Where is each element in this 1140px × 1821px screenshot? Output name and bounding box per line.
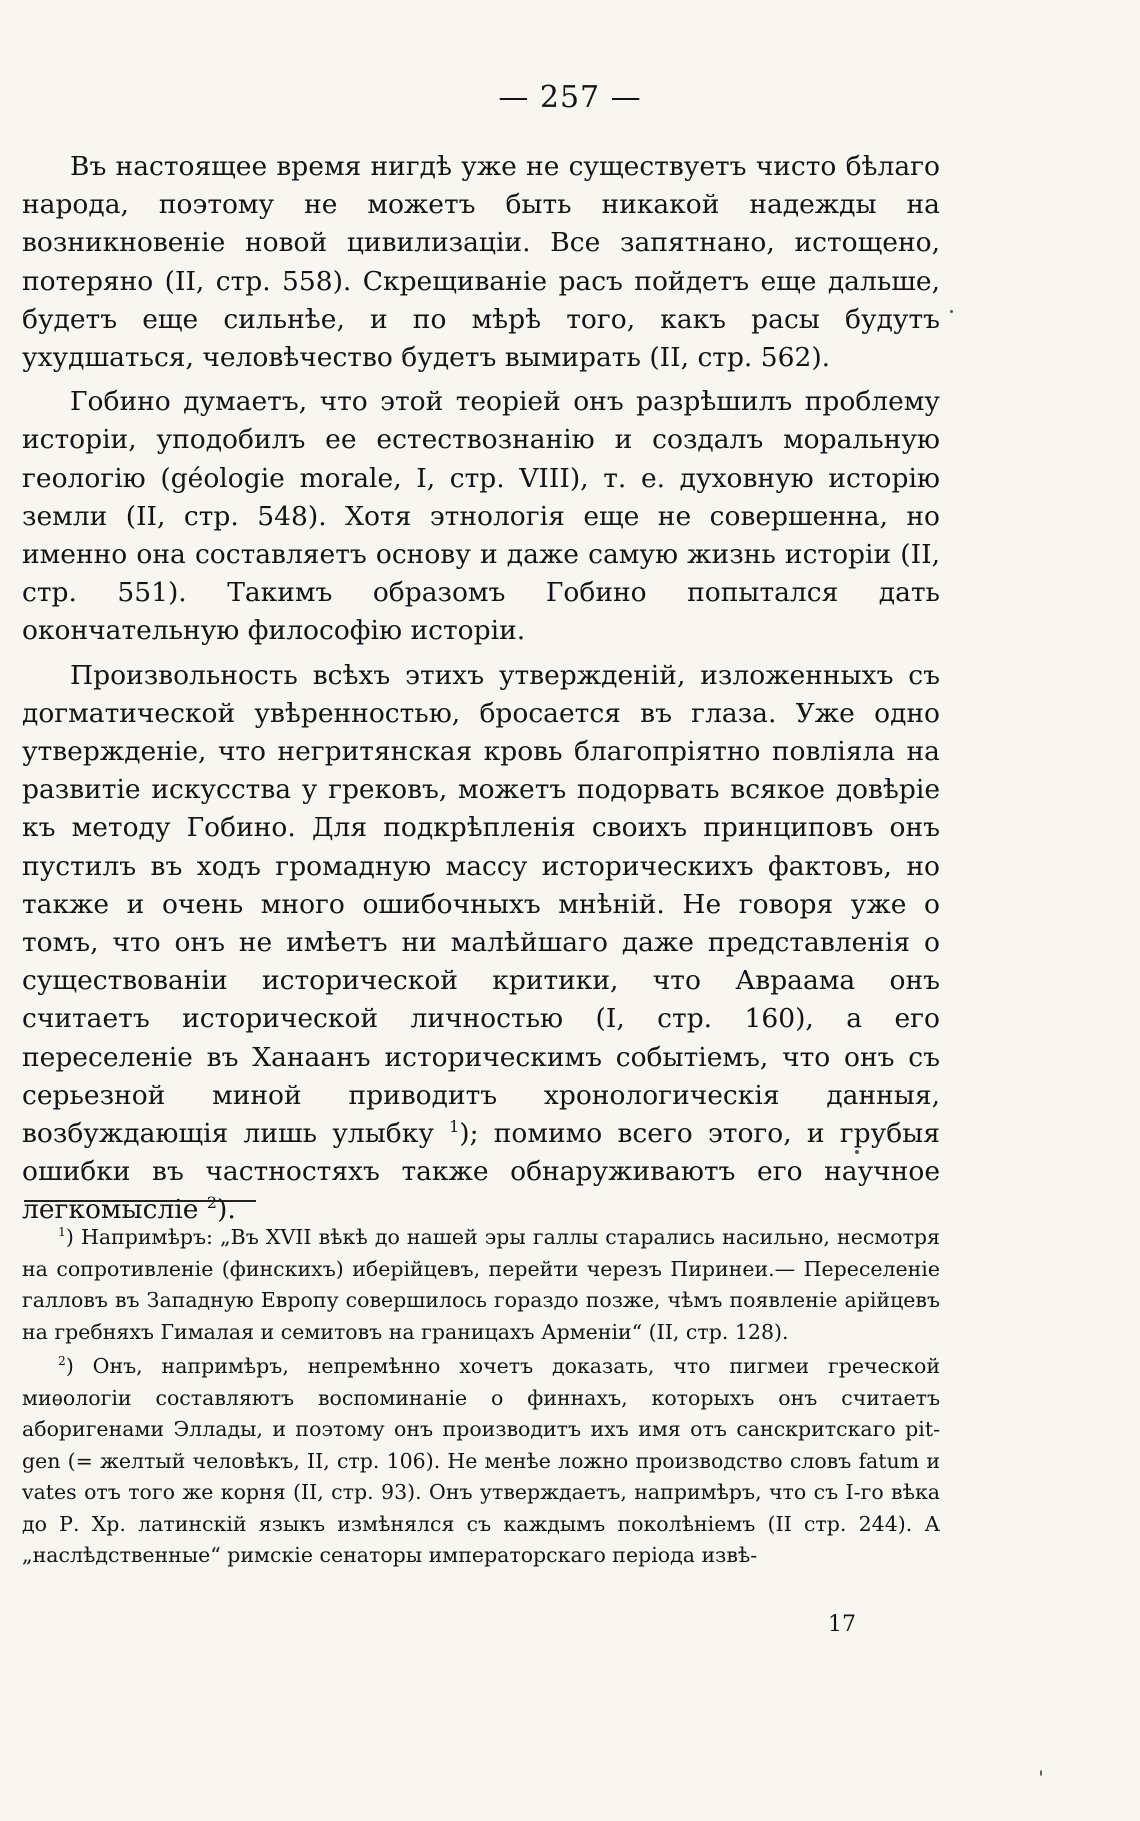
signature-mark: 17 — [828, 1612, 856, 1637]
paragraph-1: Въ настоящее время нигдѣ уже не существуетъ чисто бѣлаго народа, поэтому не можетъ быть никакой надежды на возникновеніе новой цивилизаціи. Все запятнано, истощено, потеряно (II, стр. 558). Скрещиваніе расъ пойдетъ еще дальше, будетъ еще сильнѣе, и по мѣрѣ того, какъ расы будутъ ухудшаться, человѣчество будетъ вымирать (II, стр. 562). — [22, 151, 940, 374]
print-speck — [855, 1150, 859, 1154]
print-speck — [950, 310, 953, 313]
page-number: — 257 — — [498, 80, 642, 115]
footnote-2-text: ) Онъ, напримѣръ, непремѣнно хочетъ доказать, что пигмеи греческой миѳологіи составляютъ воспоминаніе о финнахъ, которыхъ онъ считаетъ аборигенами Эллады, и поэтому онъ производитъ ихъ имя отъ санскритскаго pit-gen (= желтый человѣкъ, II, стр. 106). Не менѣе ложно производство словъ fatum и vates отъ того же корня (II, стр. 93). Онъ утверждаетъ, напримѣръ, что съ I-го вѣка до Р. Хр. латинскій языкъ измѣнялся съ каждымъ поколѣніемъ (II стр. 244). А „наслѣдственные“ римскіе сенаторы императорскаго періода извѣ- — [22, 1354, 940, 1567]
footnote-2 — [22, 1351, 940, 1572]
paragraph-3-text-a: Произвольность всѣхъ этихъ утвержденій, изложенныхъ съ догматической увѣренностью, бросается въ глаза. Уже одно утвержденіе, что негритянская кровь благопріятно повліяла на развитіе искусства у грековъ, можетъ подорвать всякое довѣріе къ методу Гобино. Для подкрѣпленія своихъ принциповъ онъ пустилъ въ ходъ громадную массу историческихъ фактовъ, но также и очень много ошибочныхъ мнѣній. Не говоря уже о томъ, что онъ не имѣетъ ни малѣйшаго даже представленія о существованіи исторической критики, что Авраама онъ считаетъ исторической личностью (I, стр. 160), а его переселеніе въ Ханаанъ историческимъ событіемъ, что онъ съ серьезной миной приводитъ хронологическія данныя, возбуждающія лишь улыбку — [22, 659, 940, 1150]
footnote-marker-1: 1 — [58, 1225, 66, 1240]
footnote-1-text: ) Напримѣръ: „Въ XVII вѣкѣ до нашей эры галлы старались насильно, несмотря на сопротивленіе (финскихъ) иберійцевъ, перейти черезъ Пиринеи.— Переселеніе галловъ въ Западную Европу совершилось гораздо позже, чѣмъ появленіе арійцевъ на гребняхъ Гималая и семитовъ на границахъ Арменіи“ (II, стр. 128). — [22, 1225, 940, 1344]
footnote-divider — [24, 1200, 256, 1202]
paragraph-2: Гобино думаетъ, что этой теоріей онъ разрѣшилъ проблему исторіи, уподобилъ ее естествознанію и создалъ моральную геологію (géologie morale, I, стр. VIII), т. е. духовную исторію земли (II, стр. 548). Хотя этнологія еще не совершенна, но именно она составляетъ основу и даже самую жизнь исторіи (II, стр. 551). Такимъ образомъ Гобино попытался дать окончательную философію исторіи. — [22, 386, 940, 647]
paragraph-3-text-c: ). — [217, 1194, 236, 1226]
footnote-1 — [22, 1222, 940, 1348]
footnote-ref-2[interactable]: 2 — [206, 1193, 218, 1213]
print-speck — [1040, 1770, 1042, 1776]
footnote-marker-2: 2 — [58, 1354, 66, 1369]
paragraph-3 — [22, 657, 940, 1230]
footnotes — [22, 1222, 940, 1575]
footnote-ref-1[interactable]: 1 — [449, 1117, 460, 1137]
paragraph-3-text-b: ); помимо всего этого, и грубыя ошибки въ частностяхъ также обнаруживаютъ его научное легкомысліе — [22, 1118, 940, 1226]
main-text — [22, 148, 940, 1236]
